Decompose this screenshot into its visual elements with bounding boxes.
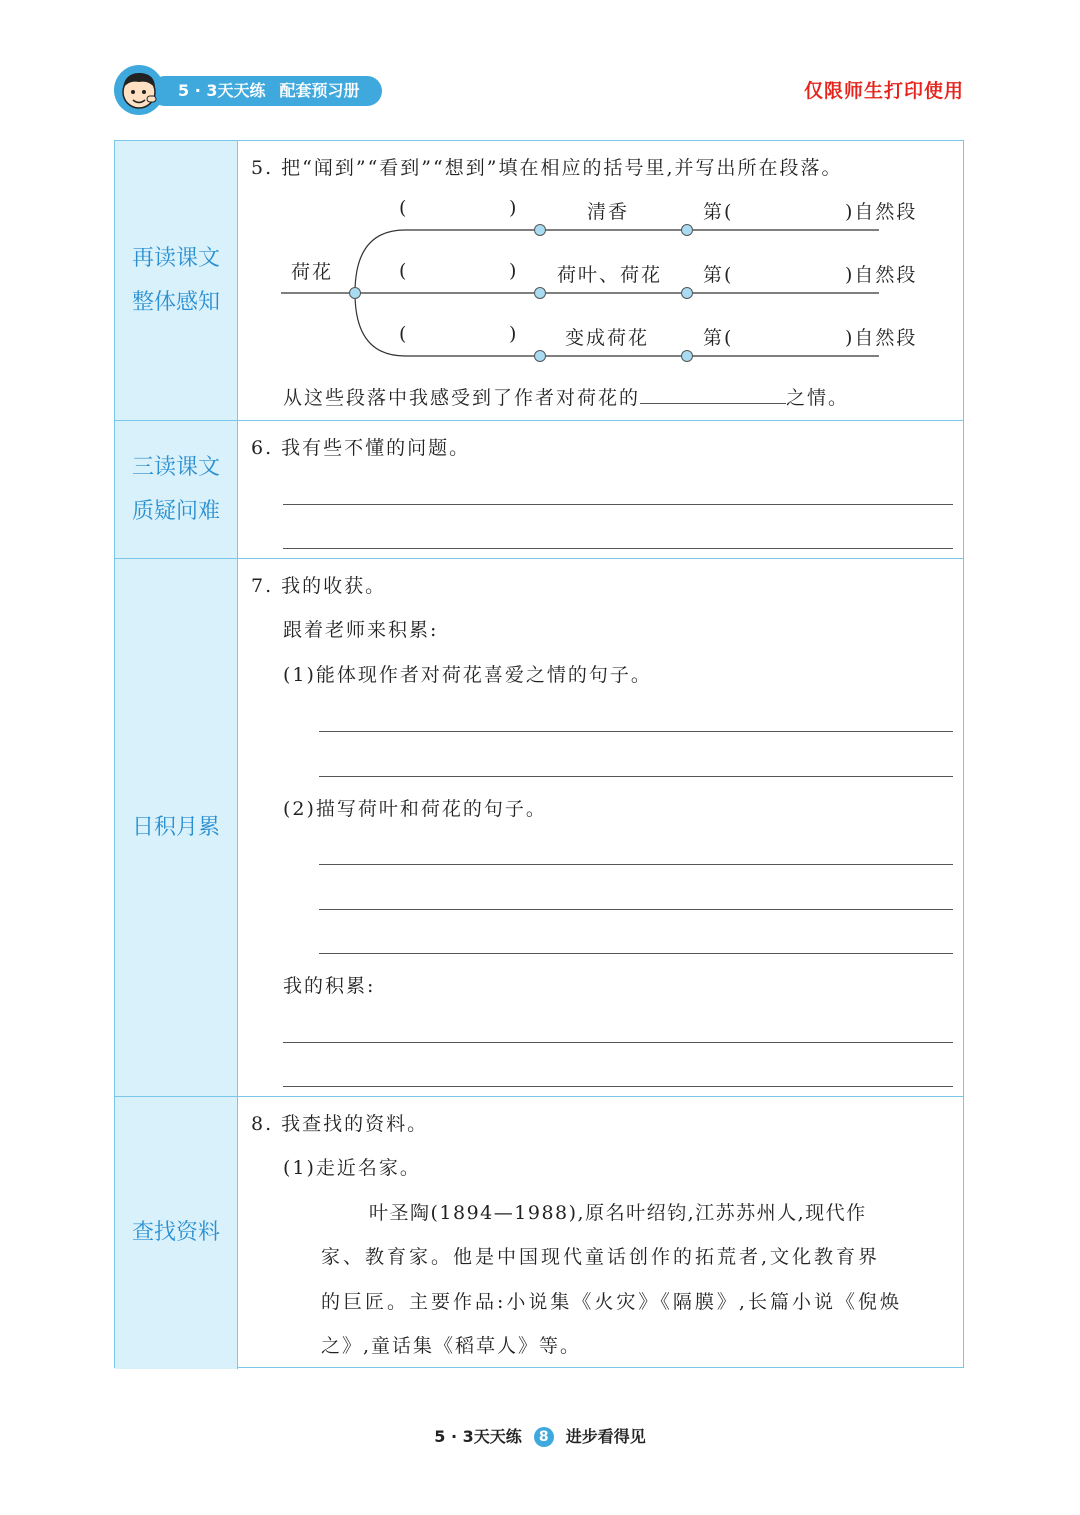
sense-blank-open: ( <box>399 323 409 345</box>
section-research <box>115 1097 963 1369</box>
branch-node <box>535 225 546 236</box>
paragraph-suffix: )自然段 <box>845 201 918 223</box>
answer-line[interactable] <box>283 1086 953 1087</box>
print-notice: 仅限师生打印使用 <box>803 80 964 102</box>
question-6: 6. 我有些不懂的问题。 <box>251 437 471 459</box>
accumulate-item-2: (2)描写荷叶和荷花的句子。 <box>283 798 547 820</box>
answer-line[interactable] <box>319 953 953 954</box>
page-number: 8 <box>534 1427 554 1447</box>
branch-node <box>682 351 693 362</box>
section-label <box>115 559 238 1096</box>
answer-line[interactable] <box>283 1042 953 1043</box>
series-subtitle: 配套预习册 <box>279 81 360 100</box>
author-bio-line: 的巨匠。主要作品:小说集《火灾》《隔膜》,长篇小说《倪焕 <box>321 1291 902 1313</box>
accumulate-item-1: (1)能体现作者对荷花喜爱之情的句子。 <box>283 664 652 686</box>
paragraph-prefix: 第( <box>703 201 734 223</box>
worksheet-table <box>114 140 964 1368</box>
branch-node <box>682 225 693 236</box>
branch-object: 变成荷花 <box>565 327 650 349</box>
paragraph-suffix: )自然段 <box>845 327 918 349</box>
author-bio-line: 家、教育家。他是中国现代童话创作的拓荒者,文化教育界 <box>321 1246 881 1268</box>
label-line: 整体感知 <box>131 289 220 315</box>
answer-line[interactable] <box>319 909 953 910</box>
root-node <box>350 288 361 299</box>
author-bio-line: 之》,童话集《稻草人》等。 <box>321 1335 582 1357</box>
feeling-suffix: 之情。 <box>786 387 850 409</box>
sense-blank-open: ( <box>399 197 409 219</box>
sense-blank-open: ( <box>399 260 409 282</box>
series-name: 5 · 3天天练 <box>178 81 266 100</box>
branch-object: 荷叶、荷花 <box>557 264 663 286</box>
answer-line[interactable] <box>283 504 953 505</box>
branch-node <box>682 288 693 299</box>
series-banner <box>150 76 382 106</box>
paragraph-prefix: 第( <box>703 327 734 349</box>
feeling-sentence <box>283 383 849 410</box>
label-line: 再读课文 <box>131 245 220 271</box>
accumulate-intro: 跟着老师来积累: <box>283 619 439 641</box>
label-line: 日积月累 <box>131 814 220 840</box>
feeling-blank[interactable] <box>640 385 786 404</box>
answer-line[interactable] <box>283 548 953 549</box>
paragraph-prefix: 第( <box>703 264 734 286</box>
answer-line[interactable] <box>319 864 953 865</box>
question-5: 5. 把“闻到”“看到”“想到”填在相应的括号里,并写出所在段落。 <box>251 157 843 179</box>
footer-series: 5 · 3天天练 <box>434 1427 522 1446</box>
paragraph-suffix: )自然段 <box>845 264 918 286</box>
question-7: 7. 我的收获。 <box>251 575 387 597</box>
feeling-prefix: 从这些段落中我感受到了作者对荷花的 <box>283 387 641 409</box>
author-bio-line: 叶圣陶(1894—1988),原名叶绍钧,江苏苏州人,现代作 <box>369 1202 867 1224</box>
label-line: 质疑问难 <box>131 498 220 524</box>
branch-node <box>535 288 546 299</box>
page-footer <box>0 1424 1080 1447</box>
section-accumulate <box>115 559 963 1097</box>
section-question <box>115 421 963 559</box>
sense-blank-close: ) <box>509 323 519 345</box>
lotus-sense-diagram <box>115 141 965 421</box>
sense-blank-close: ) <box>509 260 519 282</box>
diagram-root-label: 荷花 <box>291 261 334 283</box>
footer-slogan: 进步看得见 <box>565 1427 646 1446</box>
label-line: 三读课文 <box>131 454 220 480</box>
branch-object: 清香 <box>587 201 630 223</box>
sense-blank-close: ) <box>509 197 519 219</box>
branch-node <box>535 351 546 362</box>
section-reread <box>115 141 963 421</box>
section-label <box>115 421 238 558</box>
my-accumulation: 我的积累: <box>283 975 376 997</box>
section-label <box>115 1097 238 1369</box>
question-8: 8. 我查找的资料。 <box>251 1113 429 1135</box>
label-line: 查找资料 <box>131 1220 220 1245</box>
research-item-1: (1)走近名家。 <box>283 1157 421 1179</box>
answer-line[interactable] <box>319 731 953 732</box>
answer-line[interactable] <box>319 776 953 777</box>
mascot-icon <box>113 64 165 116</box>
